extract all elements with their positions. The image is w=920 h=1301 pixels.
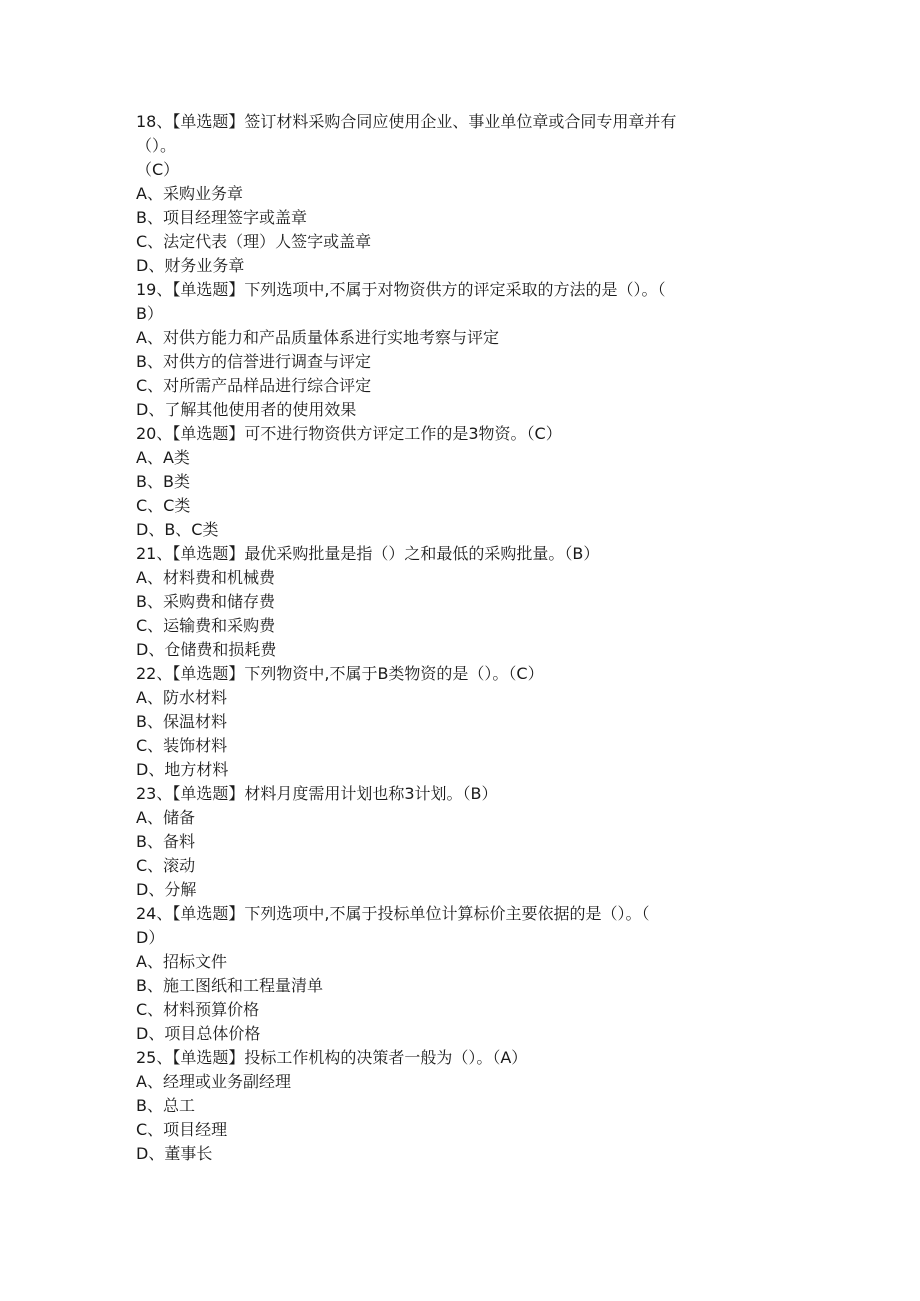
option-b: B、备料: [136, 832, 195, 851]
option-c: C、对所需产品样品进行综合评定: [136, 376, 372, 395]
answer-key: （C）: [136, 160, 180, 179]
question-stem-continued: D）: [136, 928, 165, 947]
question-stem: 23、【单选题】材料月度需用计划也称3计划。（B）: [136, 784, 498, 803]
option-a: A、经理或业务副经理: [136, 1072, 291, 1091]
option-b: B、对供方的信誉进行调查与评定: [136, 352, 371, 371]
question-stem: 21、【单选题】最优采购批量是指（）之和最低的采购批量。（B）: [136, 544, 600, 563]
question-23: [136, 782, 786, 902]
option-c: C、材料预算价格: [136, 1000, 260, 1019]
exam-page: [136, 110, 786, 1166]
question-20: [136, 422, 786, 542]
question-stem: 22、【单选题】下列物资中,不属于B类物资的是（）。（C）: [136, 664, 544, 683]
option-a: A、招标文件: [136, 952, 227, 971]
question-19: [136, 278, 786, 422]
option-b: B、保温材料: [136, 712, 227, 731]
question-stem: 18、【单选题】签订材料采购合同应使用企业、事业单位章或合同专用章并有: [136, 112, 677, 131]
option-d: D、分解: [136, 880, 197, 899]
question-stem: 24、【单选题】下列选项中,不属于投标单位计算标价主要依据的是（）。（: [136, 904, 650, 923]
option-c: C、法定代表（理）人签字或盖章: [136, 232, 372, 251]
option-a: A、采购业务章: [136, 184, 243, 203]
option-d: D、地方材料: [136, 760, 229, 779]
option-a: A、A类: [136, 448, 190, 467]
question-stem-continued: B）: [136, 304, 163, 323]
option-b: B、采购费和储存费: [136, 592, 275, 611]
option-b: B、B类: [136, 472, 190, 491]
option-b: B、项目经理签字或盖章: [136, 208, 307, 227]
option-a: A、储备: [136, 808, 195, 827]
question-25: [136, 1046, 786, 1166]
option-d: D、了解其他使用者的使用效果: [136, 400, 357, 419]
question-18: [136, 110, 786, 278]
option-d: D、仓储费和损耗费: [136, 640, 277, 659]
option-a: A、材料费和机械费: [136, 568, 275, 587]
option-d: D、项目总体价格: [136, 1024, 261, 1043]
option-c: C、C类: [136, 496, 191, 515]
question-24: [136, 902, 786, 1046]
question-stem: 25、【单选题】投标工作机构的决策者一般为（）。（A）: [136, 1048, 528, 1067]
option-d: D、董事长: [136, 1144, 213, 1163]
option-c: C、运输费和采购费: [136, 616, 276, 635]
question-stem: 19、【单选题】下列选项中,不属于对物资供方的评定采取的方法的是（）。（: [136, 280, 666, 299]
option-b: B、总工: [136, 1096, 195, 1115]
question-22: [136, 662, 786, 782]
option-d: D、B、C类: [136, 520, 219, 539]
question-stem-continued: （）。: [136, 136, 177, 155]
question-21: [136, 542, 786, 662]
option-c: C、滚动: [136, 856, 196, 875]
option-d: D、财务业务章: [136, 256, 245, 275]
option-c: C、项目经理: [136, 1120, 228, 1139]
option-a: A、防水材料: [136, 688, 227, 707]
question-stem: 20、【单选题】可不进行物资供方评定工作的是3物资。（C）: [136, 424, 562, 443]
option-a: A、对供方能力和产品质量体系进行实地考察与评定: [136, 328, 499, 347]
option-c: C、装饰材料: [136, 736, 228, 755]
option-b: B、施工图纸和工程量清单: [136, 976, 323, 995]
